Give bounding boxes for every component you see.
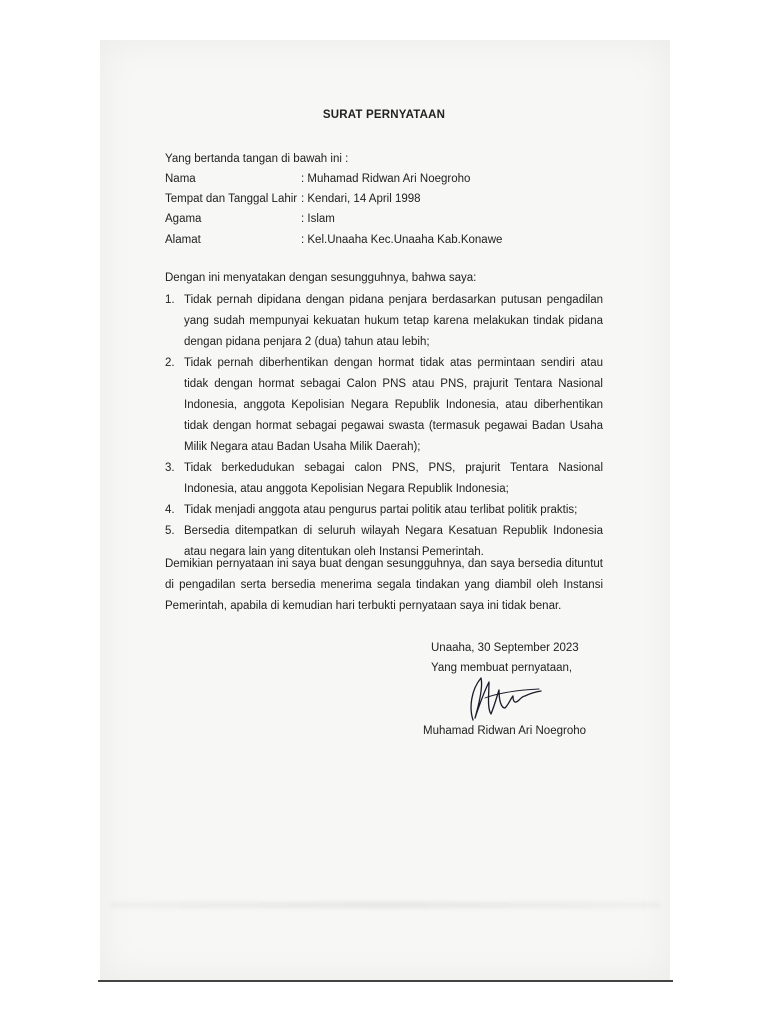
list-item: [165, 500, 603, 521]
signer-role: Yang membuat pernyataan,: [431, 662, 573, 674]
identity-value: : Kendari, 14 April 1998: [301, 193, 421, 205]
statement-intro: Dengan ini menyatakan dengan sesungguhnya, bahwa saya:: [165, 272, 477, 284]
list-item: [165, 353, 603, 458]
item-text: Tidak pernah diberhentikan dengan hormat tidak atas permintaan sendiri atau tidak dengan hormat sebagai Calon PNS atau PNS, prajurit Tentara Nasional Indonesia, anggota Kepolisian Negara Republik Indonesia, atau diberhentikan tidak dengan hormat sebagai pegawai swasta (termasuk pegawai Badan Usaha Milik Negara atau Badan Usaha Milik Daerah);: [184, 357, 603, 453]
item-text: Tidak pernah dipidana dengan pidana penjara berdasarkan putusan pengadilan yang sudah mempunyai kekuatan hukum tetap karena melakukan tindak pidana dengan pidana penjara 2 (dua) tahun atau lebih;: [184, 294, 603, 348]
identity-label: Tempat dan Tanggal Lahir: [165, 193, 298, 205]
identity-value: : Muhamad Ridwan Ari Noegroho: [301, 173, 471, 185]
item-number: 3.: [165, 462, 175, 474]
handwritten-signature: [455, 668, 545, 728]
signer-name: Muhamad Ridwan Ari Noegroho: [423, 725, 587, 737]
item-number: 5.: [165, 525, 175, 537]
item-number: 4.: [165, 504, 175, 516]
intro-text: Yang bertanda tangan di bawah ini :: [165, 153, 349, 165]
item-text: Tidak menjadi anggota atau pengurus partai politik atau terlibat politik praktis;: [184, 504, 578, 516]
identity-value: : Kel.Unaaha Kec.Unaaha Kab.Konawe: [301, 234, 503, 246]
place-date: Unaaha, 30 September 2023: [431, 642, 579, 654]
page-edge: [98, 980, 673, 982]
identity-label: Alamat: [165, 234, 201, 246]
item-text: Tidak berkedudukan sebagai calon PNS, PNS, prajurit Tentara Nasional Indonesia, atau anggota Kepolisian Negara Republik Indonesia;: [184, 462, 603, 495]
item-number: 1.: [165, 294, 175, 306]
list-item: [165, 290, 603, 353]
item-text: Bersedia ditempatkan di seluruh wilayah Negara Kesatuan Republik Indonesia atau negara lain yang ditentukan oleh Instansi Pemerintah.: [184, 525, 603, 558]
item-number: 2.: [165, 357, 175, 369]
bleed-through-text: [110, 902, 660, 908]
closing-paragraph: Demikian pernyataan ini saya buat dengan sesungguhnya, dan saya bersedia dituntut di pengadilan serta bersedia menerima segala tindakan yang diambil oleh Instansi Pemerintah, apabila di kemudian hari terbukti pernyataan saya ini tidak benar.: [165, 558, 603, 612]
list-item: [165, 458, 603, 500]
document-title: SURAT PERNYATAAN: [322, 109, 446, 121]
statement-list: [165, 290, 603, 563]
identity-value: : Islam: [301, 213, 335, 225]
identity-label: Nama: [165, 173, 196, 185]
identity-label: Agama: [165, 213, 202, 225]
